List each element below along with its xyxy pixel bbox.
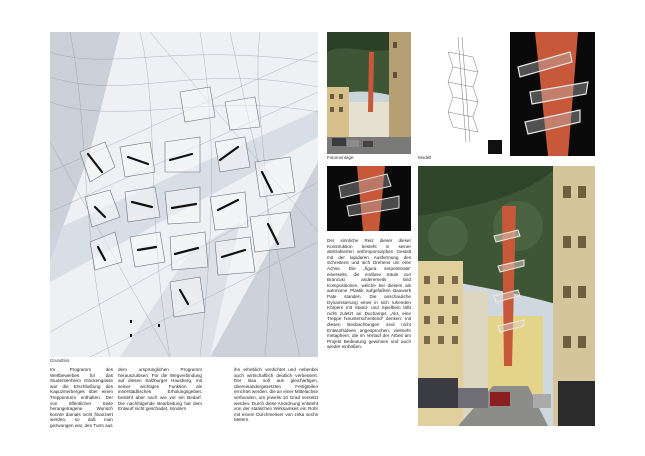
site-plan-svg <box>50 32 318 357</box>
text-column-3: ihn erheblich verdichtet und nebenbei auch wirtschaftlich deutlich verbessert. Der Bau soll aus gleichartigen, übereinandergesetzten Fertigteilen errichtet werden, die an einer Mittelachse verbunden, um jeweils 10 Grad versetzt werden. Durch diese Anordnung entsteht von der statischen Wirksamkeit ein Rohr mit einem Durchmesser von zirka sechs Metern. <box>234 367 319 423</box>
model-wireframe-white <box>418 32 502 154</box>
model-render-dark <box>510 32 595 156</box>
text-column-2: dem ursprünglichen Programm herauszulösen. Für die Wegverbindung auf diesen Salzburger Hausberg, mit seiner wichtigen Funktion als innerstädtisches Erholungsgebiet, besteht aber nach wie vor ein Bedarf. Die nachfolgende Bearbeitung hat dem Entwurf nicht geschadet, sondern <box>118 367 202 412</box>
text-column-1: Im Programm des Wettbewerbes für das Studentenheim Glockengasse war die Erschließung des Kapuzinerberges über einen Treppenturm enthalten. Der von öffentlicher Seite herangetragene Wunsch konnte damals nicht finanziert werden, so daß man gezwungen war, den Turm aus <box>50 367 113 428</box>
photomontage-small <box>327 32 411 154</box>
caption-model: Modell <box>418 155 432 160</box>
model-render-small <box>327 166 411 231</box>
caption-photomontage: Fotomontage <box>327 155 354 160</box>
text-column-4: Der sinnliche Reiz dieser dieser Konstruktion besteht in seiner abstrahierten anthropomorphen Gestalt mit der lapidaren Ausformung des Schreitens und sich Drehens um eine Achse. Die „figura serpentinata“ einerseits, die endlose Säule von Brancusi andererseits sind Kompositionen, welche bei diesem als autonome Plastik aufgefaßten Bauwerk Pate standen. Die anschauliche Dynamisierung eines in sich ruhenden Körpers mit Stand- und Spielbein läßt nicht zuletzt an Duchamps „Akt, eine Treppe hinunterschreitend“ denken: mit diesen Beobachtungen sind nicht Entwurfsideen angesprochen, vielmehr metaphern, die im Verlauf der Arbeit am Projekt Bedeutung gewinnen und auch wieder einbüßen. <box>327 238 411 350</box>
site-plan-drawing <box>50 32 318 357</box>
caption-plan: Grundriss <box>50 358 70 363</box>
photomontage-large <box>418 166 595 426</box>
